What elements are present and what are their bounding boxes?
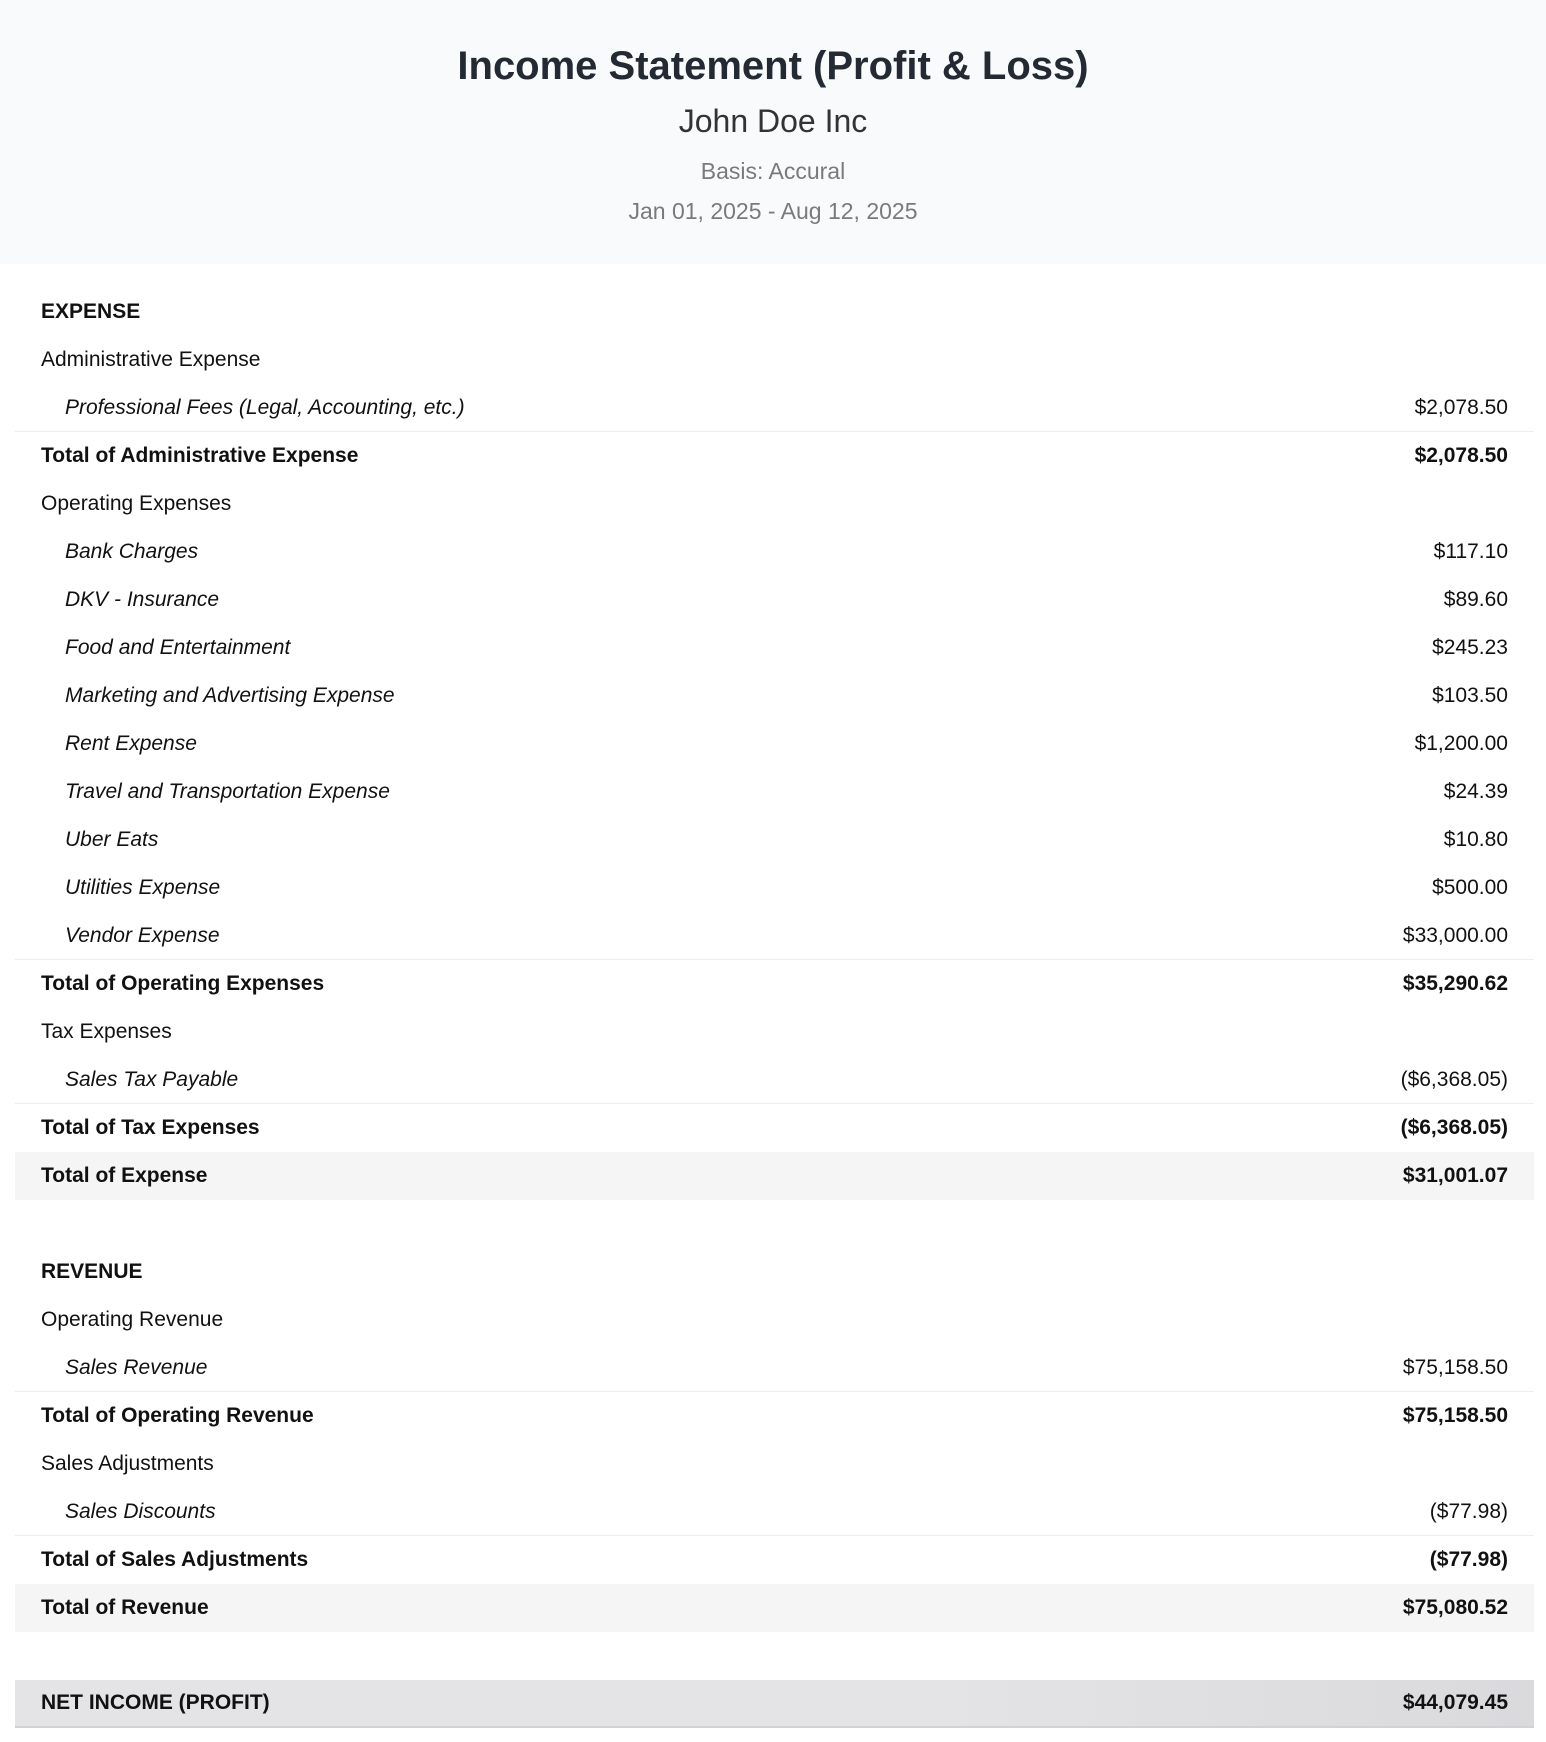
line-item-amount: $500.00 — [1432, 876, 1508, 899]
line-item-label: Vendor Expense — [65, 923, 220, 947]
line-item — [15, 672, 1534, 720]
line-item — [15, 1488, 1534, 1536]
group-heading-label: Administrative Expense — [41, 348, 261, 371]
section-heading-revenue — [15, 1248, 1534, 1296]
group-total — [15, 1536, 1534, 1584]
section-total-label: Total of Revenue — [41, 1596, 209, 1619]
line-item-amount: $103.50 — [1432, 684, 1508, 707]
net-income-amount: $44,079.45 — [1402, 1691, 1508, 1714]
group-total-amount: $2,078.50 — [1414, 444, 1508, 467]
net-income-row — [15, 1680, 1534, 1728]
line-item — [15, 528, 1534, 576]
line-item-amount: ($77.98) — [1429, 1499, 1508, 1523]
report-title: Income Statement (Profit & Loss) — [457, 44, 1089, 88]
line-item — [15, 864, 1534, 912]
line-item-amount: $2,078.50 — [1414, 395, 1508, 419]
line-item-label: Professional Fees (Legal, Accounting, etc.) — [65, 395, 465, 419]
line-item-label: Marketing and Advertising Expense — [65, 684, 395, 707]
section-spacer — [15, 1632, 1534, 1680]
section-total-amount: $75,080.52 — [1402, 1596, 1508, 1619]
section-total-label: Total of Expense — [41, 1164, 208, 1187]
line-item-label: Sales Discounts — [65, 1499, 216, 1523]
report-body — [0, 264, 1546, 1728]
section-total-expense — [15, 1152, 1534, 1200]
group-heading — [15, 336, 1534, 384]
group-total-label: Total of Tax Expenses — [41, 1116, 260, 1139]
group-heading — [15, 480, 1534, 528]
line-item-amount: ($6,368.05) — [1400, 1067, 1508, 1091]
line-item-label: Bank Charges — [65, 540, 199, 563]
group-total — [15, 432, 1534, 480]
section-heading-label: EXPENSE — [41, 300, 141, 323]
group-total-label: Total of Operating Revenue — [41, 1404, 314, 1427]
line-item-amount: $24.39 — [1443, 780, 1508, 803]
group-total-amount: $35,290.62 — [1402, 972, 1508, 995]
line-item-amount: $245.23 — [1432, 636, 1508, 659]
line-item-amount: $33,000.00 — [1402, 923, 1508, 947]
line-item — [15, 384, 1534, 432]
section-total-revenue — [15, 1584, 1534, 1632]
line-item — [15, 576, 1534, 624]
group-heading-label: Operating Revenue — [41, 1308, 224, 1331]
line-item-label: Food and Entertainment — [65, 636, 291, 659]
section-heading-expense — [15, 288, 1534, 336]
line-item-amount: $10.80 — [1443, 828, 1508, 851]
line-item-label: Travel and Transportation Expense — [65, 780, 390, 803]
line-item-amount: $1,200.00 — [1414, 732, 1508, 755]
group-total-label: Total of Administrative Expense — [41, 444, 359, 467]
line-item — [15, 768, 1534, 816]
group-total-amount: $75,158.50 — [1402, 1404, 1508, 1427]
section-total-amount: $31,001.07 — [1402, 1164, 1508, 1187]
section-heading-label: REVENUE — [41, 1260, 143, 1283]
line-item — [15, 1344, 1534, 1392]
accounting-basis: Basis: Accural — [700, 158, 846, 184]
group-heading — [15, 1008, 1534, 1056]
group-heading-label: Tax Expenses — [41, 1020, 172, 1043]
group-total-amount: ($77.98) — [1429, 1548, 1508, 1571]
report-header — [0, 0, 1546, 264]
net-income-label: NET INCOME (PROFIT) — [41, 1691, 270, 1714]
line-item — [15, 816, 1534, 864]
line-item — [15, 624, 1534, 672]
group-total-amount: ($6,368.05) — [1400, 1116, 1508, 1139]
line-item — [15, 912, 1534, 960]
group-total — [15, 960, 1534, 1008]
line-item-label: DKV - Insurance — [65, 588, 220, 611]
company-name: John Doe Inc — [678, 103, 868, 139]
line-item-label: Sales Revenue — [65, 1355, 208, 1379]
group-total-label: Total of Sales Adjustments — [41, 1548, 309, 1571]
group-total — [15, 1104, 1534, 1152]
group-heading — [15, 1296, 1534, 1344]
line-item-label: Uber Eats — [65, 828, 159, 851]
group-total — [15, 1392, 1534, 1440]
line-item — [15, 720, 1534, 768]
group-total-label: Total of Operating Expenses — [41, 972, 325, 995]
line-item-amount: $117.10 — [1433, 540, 1508, 563]
line-item-label: Sales Tax Payable — [65, 1067, 239, 1091]
report-period: Jan 01, 2025 - Aug 12, 2025 — [628, 198, 918, 224]
line-item-amount: $89.60 — [1443, 588, 1508, 611]
group-heading-label: Operating Expenses — [41, 492, 232, 515]
line-item-label: Rent Expense — [65, 732, 197, 755]
line-item — [15, 1056, 1534, 1104]
group-heading-label: Sales Adjustments — [41, 1452, 214, 1475]
line-item-label: Utilities Expense — [65, 876, 221, 899]
group-heading — [15, 1440, 1534, 1488]
section-spacer — [15, 1200, 1534, 1248]
line-item-amount: $75,158.50 — [1402, 1355, 1508, 1379]
